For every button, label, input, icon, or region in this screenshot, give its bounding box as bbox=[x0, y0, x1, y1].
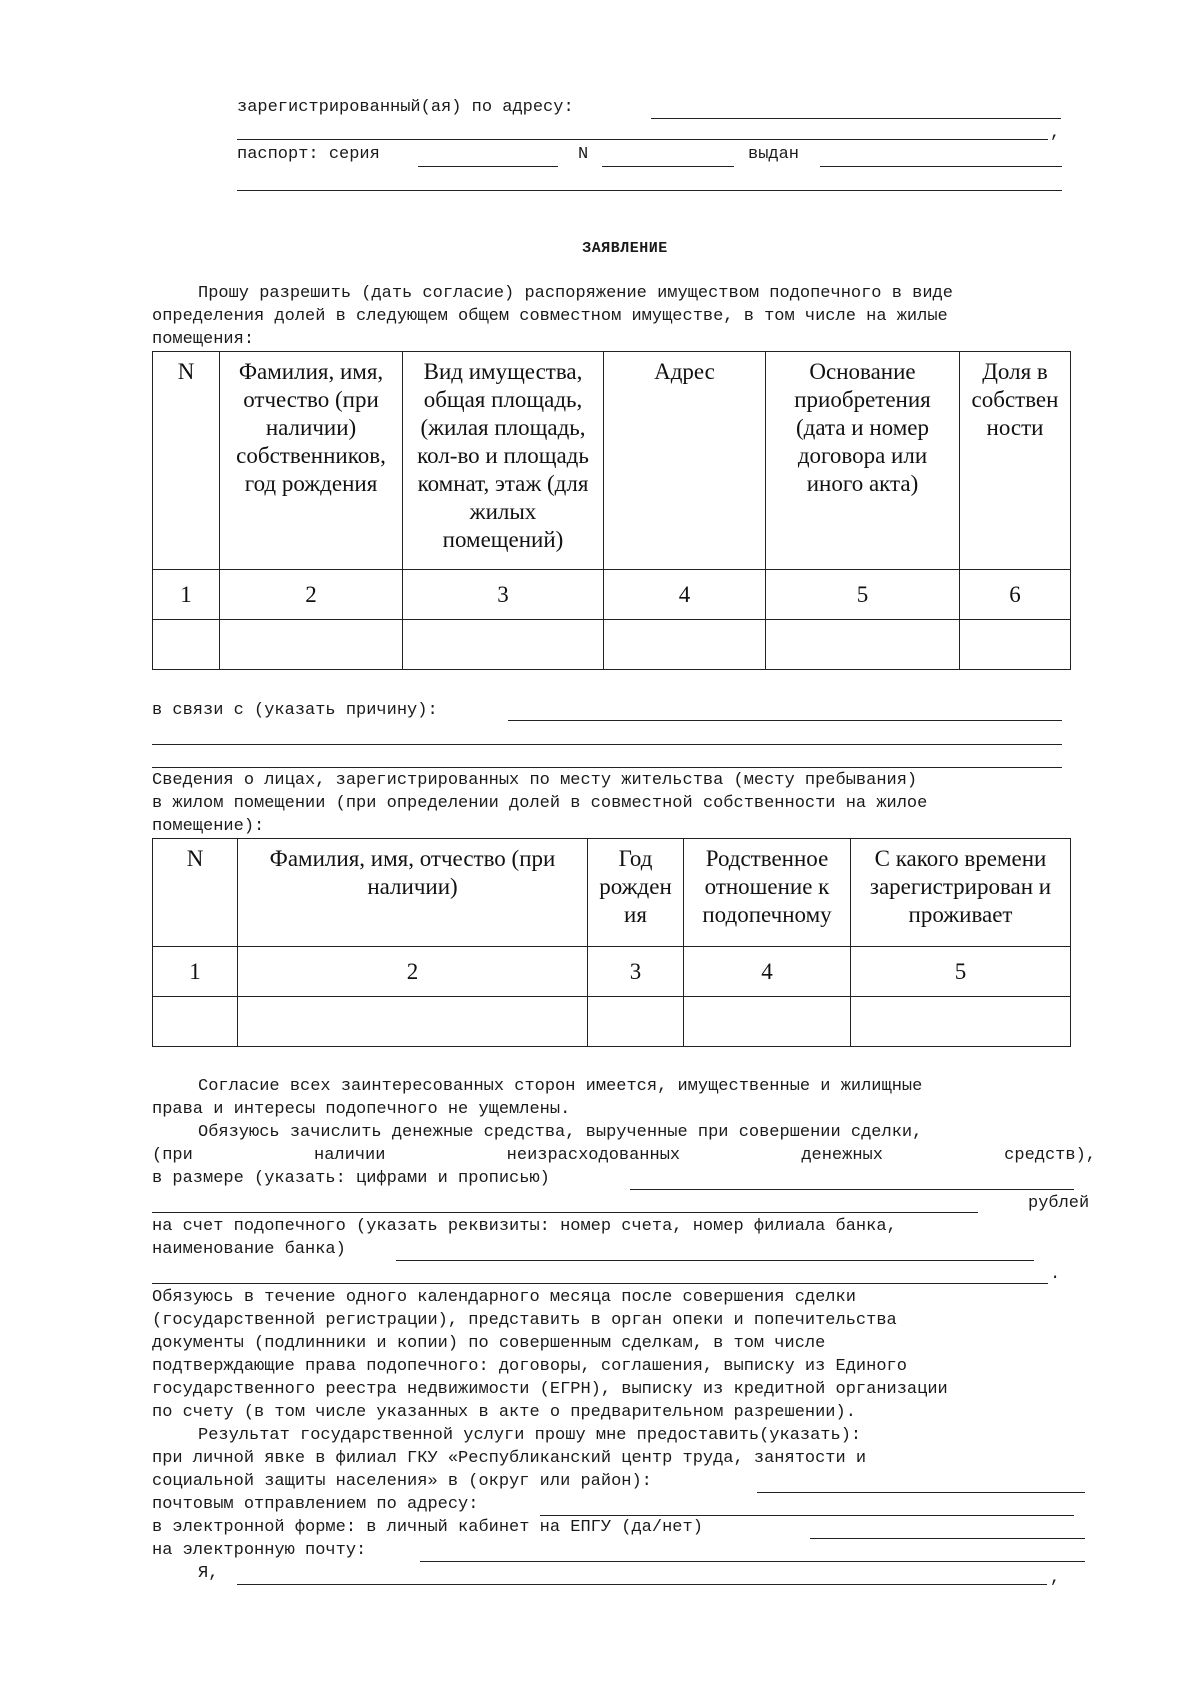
column-number: 2 bbox=[238, 947, 588, 997]
consent-line-4 bbox=[152, 1146, 1096, 1165]
epgu-field[interactable] bbox=[810, 1538, 1085, 1539]
intro-line-1: Прошу разрешить (дать согласие) распоряжение имуществом подопечного в виде bbox=[198, 284, 953, 303]
column-number: 4 bbox=[684, 947, 851, 997]
result-line-1: Результат государственной услуги прошу мне предоставить(указать): bbox=[198, 1426, 862, 1445]
amount-field[interactable] bbox=[630, 1189, 1074, 1190]
property-table bbox=[152, 351, 1071, 670]
obligation-line-6: по счету (в том числе указанных в акте о предварительном разрешении). bbox=[152, 1403, 856, 1422]
column-number: 3 bbox=[588, 947, 684, 997]
document-title: ЗАЯВЛЕНИЕ bbox=[582, 240, 668, 257]
amount-field-2[interactable] bbox=[152, 1212, 978, 1213]
column-number: 4 bbox=[604, 570, 766, 620]
persons-line-2: в жилом помещении (при определении долей в совместной собственности на жилое bbox=[152, 794, 928, 813]
column-number: 5 bbox=[851, 947, 1071, 997]
registered-address-label: зарегистрированный(ая) по адресу: bbox=[237, 98, 574, 117]
result-line-2: при личной явке в филиал ГКУ «Республиканский центр труда, занятости и bbox=[152, 1449, 867, 1468]
obligation-line-3: документы (подлинники и копии) по совершенным сделкам, в том числе bbox=[152, 1334, 826, 1353]
applicant-label: Я, bbox=[198, 1564, 219, 1583]
bank-field-2[interactable] bbox=[152, 1283, 1048, 1284]
column-number: 6 bbox=[960, 570, 1071, 620]
column-number: 2 bbox=[220, 570, 403, 620]
reason-field-2[interactable] bbox=[152, 744, 1062, 745]
email-field[interactable] bbox=[420, 1561, 1085, 1562]
applicant-comma: , bbox=[1050, 1569, 1061, 1588]
rubles-label: рублей bbox=[1028, 1194, 1090, 1213]
residents-table-cell[interactable] bbox=[588, 997, 684, 1047]
property-table-header: N bbox=[153, 352, 220, 570]
residents-table-header: Фамилия, имя, отчество (при наличии) bbox=[238, 839, 588, 947]
persons-line-1: Сведения о лицах, зарегистрированных по месту жительства (месту пребывания) bbox=[152, 771, 918, 790]
obligation-line-1: Обязуюсь в течение одного календарного месяца после совершения сделки bbox=[152, 1288, 856, 1307]
property-table-header: Вид имущества, общая площадь, (жилая площадь, кол-во и площадь комнат, этаж (для жилых помещений) bbox=[403, 352, 604, 570]
residents-table-header: N bbox=[153, 839, 238, 947]
property-table-cell[interactable] bbox=[604, 620, 766, 670]
residents-table-cell[interactable] bbox=[851, 997, 1071, 1047]
passport-issued-label: выдан bbox=[748, 145, 800, 164]
property-table-header: Основание приобретения (дата и номер договора или иного акта) bbox=[766, 352, 960, 570]
column-number: 1 bbox=[153, 570, 220, 620]
property-table-header: Адрес bbox=[604, 352, 766, 570]
postal-address-field[interactable] bbox=[540, 1515, 1074, 1516]
reason-field[interactable] bbox=[508, 720, 1062, 721]
residents-table-cell[interactable] bbox=[238, 997, 588, 1047]
column-number: 1 bbox=[153, 947, 238, 997]
consent-word: наличии bbox=[314, 1146, 386, 1165]
passport-issued-field[interactable] bbox=[820, 166, 1062, 167]
consent-word: денежных bbox=[801, 1146, 883, 1165]
persons-line-3: помещение): bbox=[152, 817, 265, 836]
address-comma: , bbox=[1050, 124, 1061, 143]
passport-number-field[interactable] bbox=[602, 166, 734, 167]
residents-table-cell[interactable] bbox=[684, 997, 851, 1047]
property-table-cell[interactable] bbox=[153, 620, 220, 670]
property-table-cell[interactable] bbox=[960, 620, 1071, 670]
amount-label: в размере (указать: цифрами и прописью) bbox=[152, 1169, 550, 1188]
residents-table bbox=[152, 838, 1071, 1047]
property-table-cell[interactable] bbox=[403, 620, 604, 670]
bank-field[interactable] bbox=[396, 1260, 1034, 1261]
column-number: 3 bbox=[403, 570, 604, 620]
consent-word: неизрасходованных bbox=[506, 1146, 681, 1165]
bank-period: . bbox=[1050, 1265, 1061, 1284]
passport-number-label: N bbox=[578, 145, 589, 164]
email-label: на электронную почту: bbox=[152, 1541, 367, 1560]
consent-line-6: на счет подопечного (указать реквизиты: номер счета, номер филиала банка, bbox=[152, 1217, 897, 1236]
passport-series-label: паспорт: серия bbox=[237, 145, 380, 164]
obligation-line-5: государственного реестра недвижимости (ЕГРН), выписку из кредитной организации bbox=[152, 1380, 948, 1399]
district-label: социальной защиты населения» в (округ или район): bbox=[152, 1472, 652, 1491]
property-table-header: Фамилия, имя, отчество (при наличии) собственников, год рождения bbox=[220, 352, 403, 570]
district-field[interactable] bbox=[757, 1492, 1085, 1493]
obligation-line-2: (государственной регистрации), представить в орган опеки и попечительства bbox=[152, 1311, 897, 1330]
property-table-cell[interactable] bbox=[220, 620, 403, 670]
applicant-name-field[interactable] bbox=[237, 1584, 1047, 1585]
property-table-cell[interactable] bbox=[766, 620, 960, 670]
residents-table-header: С какого времени зарегистрирован и проживает bbox=[851, 839, 1071, 947]
consent-line-1: Согласие всех заинтересованных сторон имеется, имущественные и жилищные bbox=[198, 1077, 923, 1096]
property-table-header: Доля в собствен ности bbox=[960, 352, 1071, 570]
reason-field-3[interactable] bbox=[152, 767, 1062, 768]
consent-line-2: права и интересы подопечного не ущемлены. bbox=[152, 1100, 571, 1119]
consent-word: средств), bbox=[1004, 1146, 1096, 1165]
epgu-label: в электронной форме: в личный кабинет на ЕПГУ (да/нет) bbox=[152, 1518, 703, 1537]
reason-label: в связи с (указать причину): bbox=[152, 701, 438, 720]
passport-series-field[interactable] bbox=[418, 166, 558, 167]
column-number: 5 bbox=[766, 570, 960, 620]
residents-table-header: Родственное отношение к подопечному bbox=[684, 839, 851, 947]
intro-line-2: определения долей в следующем общем совместном имуществе, в том числе на жилые bbox=[152, 307, 948, 326]
intro-line-3: помещения: bbox=[152, 330, 255, 349]
residents-table-header: Год рожден ия bbox=[588, 839, 684, 947]
bank-label: наименование банка) bbox=[152, 1240, 346, 1259]
address-field-line[interactable] bbox=[651, 118, 1061, 119]
address-field-line-2[interactable] bbox=[237, 139, 1048, 140]
consent-line-3: Обязуюсь зачислить денежные средства, вырученные при совершении сделки, bbox=[198, 1123, 923, 1142]
postal-label: почтовым отправлением по адресу: bbox=[152, 1495, 479, 1514]
obligation-line-4: подтверждающие права подопечного: договоры, соглашения, выписку из Единого bbox=[152, 1357, 907, 1376]
residents-table-cell[interactable] bbox=[153, 997, 238, 1047]
passport-issued-field-2[interactable] bbox=[237, 190, 1062, 191]
consent-word: (при bbox=[152, 1146, 193, 1165]
